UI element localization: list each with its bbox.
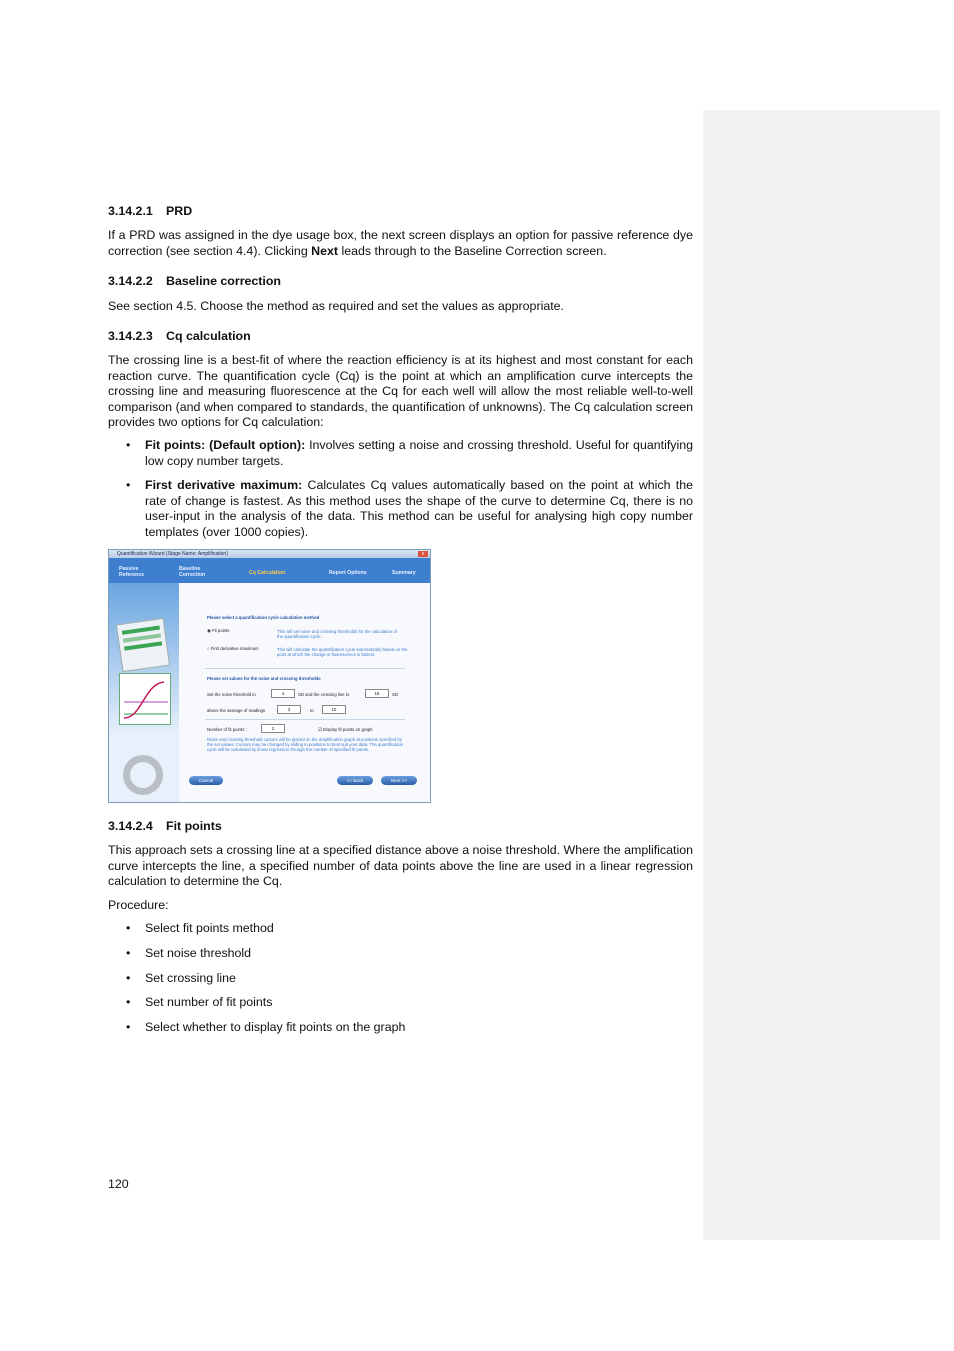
list-item: • First derivative maximum: Calculates Cq values automatically based on the point at which the rate of change is fastest. As this method uses the shape of the curve to determine Cq, there is no user-input in the analysis of the data. This method can be useful for analysing high copy number templates (over 1000 copies). (108, 478, 693, 540)
wizard-side-panel (109, 583, 179, 802)
back-button[interactable]: << Back (337, 776, 373, 785)
first-derivative-radio[interactable]: ○ First derivative maximum (207, 645, 259, 651)
section-heading: 3.14.2.4 Fit points (108, 818, 222, 833)
tab-report-options[interactable]: Report Options (329, 569, 367, 576)
average-to-stepper[interactable]: 10 (322, 705, 346, 714)
first-derivative-description: This will calculate the quantification cycle automatically based on the point at which the change in fluorescence is fastest. (277, 646, 408, 657)
average-readings-label: above the average of readings (207, 707, 266, 713)
paragraph: Procedure: (108, 897, 169, 912)
tab-passive-reference[interactable]: Passive Reference (119, 565, 145, 578)
procedure-list (108, 921, 693, 1036)
page-number: 120 (108, 1177, 129, 1191)
tab-summary[interactable]: Summary (392, 569, 416, 576)
list-item: • Set number of fit points (108, 995, 693, 1010)
paragraph: See section 4.5. Choose the method as required and set the values as appropriate. (108, 298, 564, 313)
noise-threshold-label: Set the noise threshold to (207, 691, 256, 697)
crossing-line-label: SD and the crossing line to (298, 691, 350, 697)
quantification-wizard-screenshot (108, 549, 431, 803)
fit-points-count-label: Number of fit points : (207, 726, 247, 732)
list-item: • Set noise threshold (108, 946, 693, 961)
fit-points-count-stepper[interactable]: 2 (261, 724, 285, 733)
cursor-note: Noise and crossing threshold cursors will be placed on the amplification graph at positions specified by the set values. Cursors may be changed by sliding to positions to best suit your data. The quantification cycle will be calculated by linear regression through the number of specified fit points. (207, 736, 404, 752)
fit-points-description: This will set noise and crossing thresholds for the calculation of the quantification cycle. (277, 628, 397, 639)
paragraph: If a PRD was assigned in the dye usage box, the next screen displays an option for passive reference dye correction (see section 4.4). Clicking Next leads through to the Baseline Correction screen. (108, 228, 693, 258)
list-item: • Select whether to display fit points on the graph (108, 1020, 693, 1035)
close-icon[interactable]: x (418, 551, 428, 557)
method-heading: Please select a quantification cycle calculation method (207, 614, 320, 620)
list-item: • Select fit points method (108, 921, 693, 936)
paragraph: This approach sets a crossing line at a specified distance above a noise threshold. Where the amplification curve intercepts the line, a specified number of data points above the line are used in a linear regression calculation to determine the Cq. (108, 843, 693, 889)
tab-baseline-correction[interactable]: Baseline Correction (179, 565, 206, 578)
thresholds-heading: Please set values for the noise and crossing thresholds (207, 675, 321, 681)
report-document-icon (116, 618, 170, 672)
window-titlebar: Quantification Wizard (Stage Name: Amplification) x (109, 550, 430, 558)
comment-margin (703, 110, 940, 1240)
wizard-main-panel (179, 583, 430, 802)
crossing-line-stepper[interactable]: 18 (365, 689, 389, 698)
next-button[interactable]: Next >> (381, 776, 417, 785)
q-logo-icon (123, 755, 163, 795)
paragraph: The crossing line is a best-fit of where the reaction efficiency is at its highest and most constant for each reaction curve. The quantification cycle (Cq) is the point at which an amplification curve intercepts the crossing line and measuring fluorescence at the Cq for each well will allow the most reliable well-to-well comparison (and when compared to standards, the quantification of unknowns). The Cq calculation screen provides two options for Cq calculation: (108, 353, 693, 430)
to-label: to (310, 707, 314, 713)
sd-label: SD (392, 691, 398, 697)
fit-points-radio[interactable]: ◉ Fit points (207, 627, 230, 633)
section-heading: 3.14.2.3 Cq calculation (108, 329, 251, 344)
section-heading: 3.14.2.2 Baseline correction (108, 274, 282, 289)
amplification-graph-icon (119, 673, 171, 725)
list-item: • Fit points: (Default option): Involves setting a noise and crossing threshold. Useful for quantifying low copy number targets. (108, 438, 693, 469)
divider (205, 719, 405, 720)
average-from-stepper[interactable]: 3 (277, 705, 301, 714)
divider (205, 668, 405, 669)
bullet-list (108, 438, 693, 539)
list-item: • Set crossing line (108, 971, 693, 986)
cancel-button[interactable]: Cancel (189, 776, 223, 785)
document-body (108, 204, 693, 1045)
section-heading: 3.14.2.1 PRD (108, 204, 193, 218)
tab-cq-calculation[interactable]: Cq Calculation (249, 569, 286, 576)
display-fit-points-checkbox[interactable]: ☑ Display fit points on graph (318, 726, 373, 732)
wizard-tabs (109, 558, 430, 583)
noise-threshold-stepper[interactable]: 4 (271, 689, 295, 698)
